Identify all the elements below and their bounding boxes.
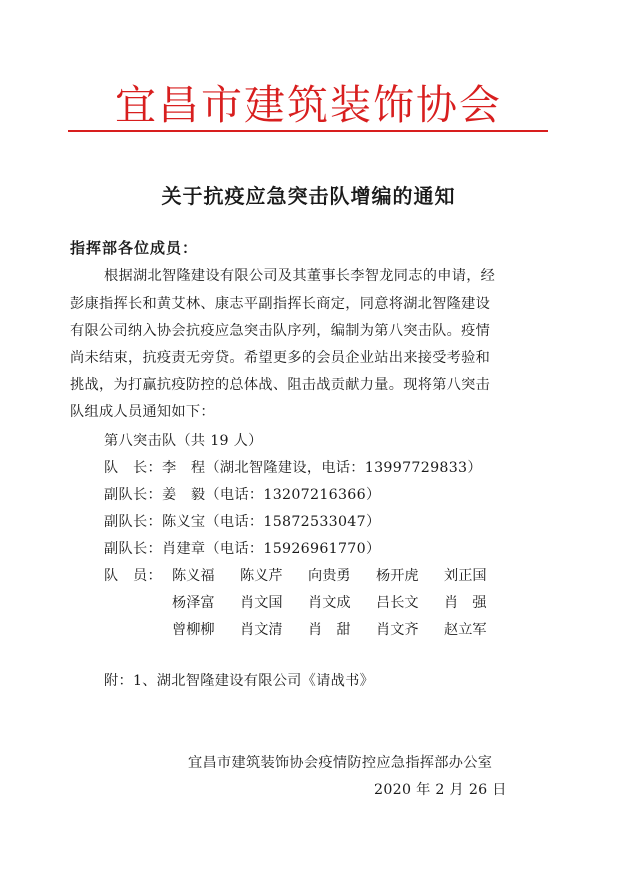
member-name: 杨泽富 [172,595,215,611]
org-masthead: 宜昌市建筑装饰协会 [115,81,502,129]
vice-captain-label: 副队长： [104,487,162,503]
issuer: 宜昌市建筑装饰协会疫情防控应急指挥部办公室 [188,755,493,771]
vice-captain-label: 副队长： [104,514,162,530]
members-label: 队 员： [104,568,162,584]
member-row [172,565,487,585]
member-name: 陈义芹 [240,568,283,584]
team-name: 第八突击队（共 19 人） [104,433,263,449]
body-line: 队组成人员通知如下： [70,404,215,420]
captain-info: 李 程（湖北智隆建设，电话：13997729833） [161,460,482,476]
body-line: 彭康指挥长和黄艾林、康志平副指挥长商定，同意将湖北智隆建设 [70,296,491,312]
member-name: 肖文清 [240,622,283,638]
body-line: 根据湖北智隆建设有限公司及其董事长李智龙同志的申请，经 [104,268,496,284]
member-name: 肖 强 [444,595,487,611]
member-row [172,592,487,612]
member-name: 曾柳柳 [172,622,215,638]
vice-captain-row [104,538,380,558]
masthead-divider [68,130,548,132]
captain-label: 队 长： [104,460,162,476]
member-name: 肖文成 [308,595,351,611]
member-name: 杨开虎 [376,568,419,584]
vice-captain-row [104,511,380,531]
attachment-note: 附：1、湖北智隆建设有限公司《请战书》 [104,673,375,689]
member-row [172,619,487,639]
member-name: 陈义福 [172,568,215,584]
vice-captain-info: 陈义宝（电话：15872533047） [161,514,381,530]
member-name: 向贵勇 [308,568,351,584]
body-line: 尚未结束，抗疫责无旁贷。希望更多的会员企业站出来接受考验和 [70,350,491,366]
member-name: 吕长文 [376,595,419,611]
member-name: 肖文齐 [376,622,419,638]
captain-row [104,457,482,477]
salutation: 指挥部各位成员： [70,239,199,257]
vice-captain-row [104,484,380,504]
notice-title: 关于抗疫应急突击队增编的通知 [161,184,456,208]
vice-captain-info: 肖建章（电话：15926961770） [161,541,381,557]
member-name: 肖 甜 [308,622,351,638]
vice-captain-info: 姜 毅（电话：13207216366） [161,487,381,503]
vice-captain-label: 副队长： [104,541,162,557]
member-name: 肖文国 [240,595,283,611]
issue-date: 2020 年 2 月 26 日 [374,782,507,798]
body-line: 挑战，为打赢抗疫防控的总体战、阻击战贡献力量。现将第八突击 [70,377,491,393]
member-name: 赵立军 [444,622,487,638]
member-name: 刘正国 [444,568,487,584]
body-line: 有限公司纳入协会抗疫应急突击队序列，编制为第八突击队。疫情 [70,323,491,339]
